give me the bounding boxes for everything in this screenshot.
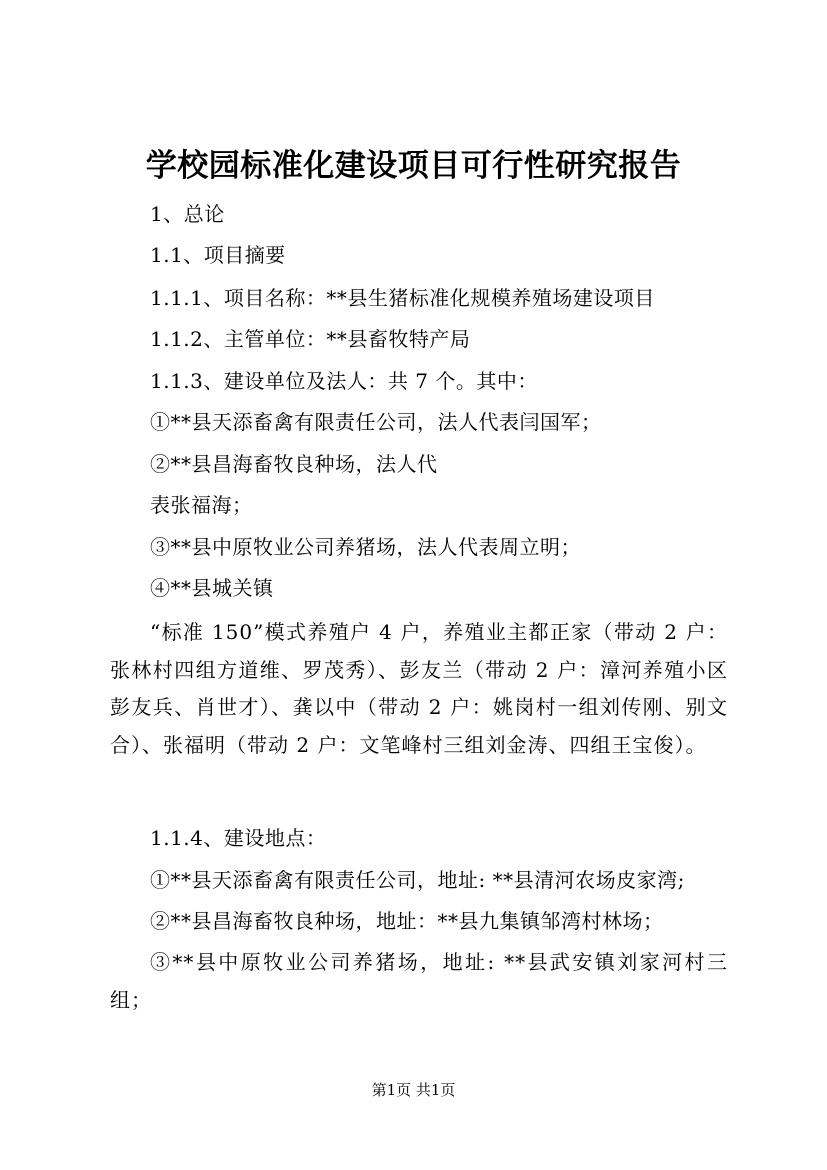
unit-item-2: ②**县昌海畜牧良种场，法人代 xyxy=(150,452,438,476)
subsection-heading-summary: 1.1、项目摘要 xyxy=(150,243,286,267)
site-item-3: ③**县中原牧业公司养猪场，地址: **县武安镇刘家河村三组； xyxy=(110,950,728,1012)
unit-item-1: ①**县天添畜禽有限责任公司，法人代表闫国军； xyxy=(150,410,602,434)
section-heading-overview: 1、总论 xyxy=(150,202,225,226)
project-name-line: 1.1.1、项目名称：**县生猪标准化规模养殖场建设项目 xyxy=(150,286,655,310)
unit-item-2-continued: 表张福海； xyxy=(150,493,253,517)
unit-item-4: ④**县城关镇 xyxy=(150,576,274,600)
construction-site-heading: 1.1.4、建设地点： xyxy=(150,826,327,850)
site-item-2: ②**县昌海畜牧良种场，地址：**县九集镇邹湾村林场； xyxy=(150,909,664,933)
farmers-paragraph: “标准 150”模式养殖户 4 户，养殖业主都正家（带动 2 户：张林村四组方道维、罗茂秀）、彭友兰（带动 2 户：漳河养殖小区彭友兵、肖世才）、龚以中（带动 2 户：姚岗村一组刘传刚、别文合）、张福明（带动 2 户：文笔峰村三组刘金涛、四组王宝俊）。 xyxy=(110,620,728,757)
unit-item-3: ③**县中原牧业公司养猪场，法人代表周立明； xyxy=(150,535,581,559)
site-item-1: ①**县天添畜禽有限责任公司，地址: **县清河农场皮家湾; xyxy=(150,868,685,892)
supervising-unit-line: 1.1.2、主管单位：**县畜牧特产局 xyxy=(150,327,471,351)
document-title: 学校园标准化建设项目可行性研究报告 xyxy=(145,148,682,184)
page-footer: 第1页 共1页 xyxy=(371,1081,456,1099)
construction-unit-line: 1.1.3、建设单位及法人：共 7 个。其中： xyxy=(150,369,538,393)
